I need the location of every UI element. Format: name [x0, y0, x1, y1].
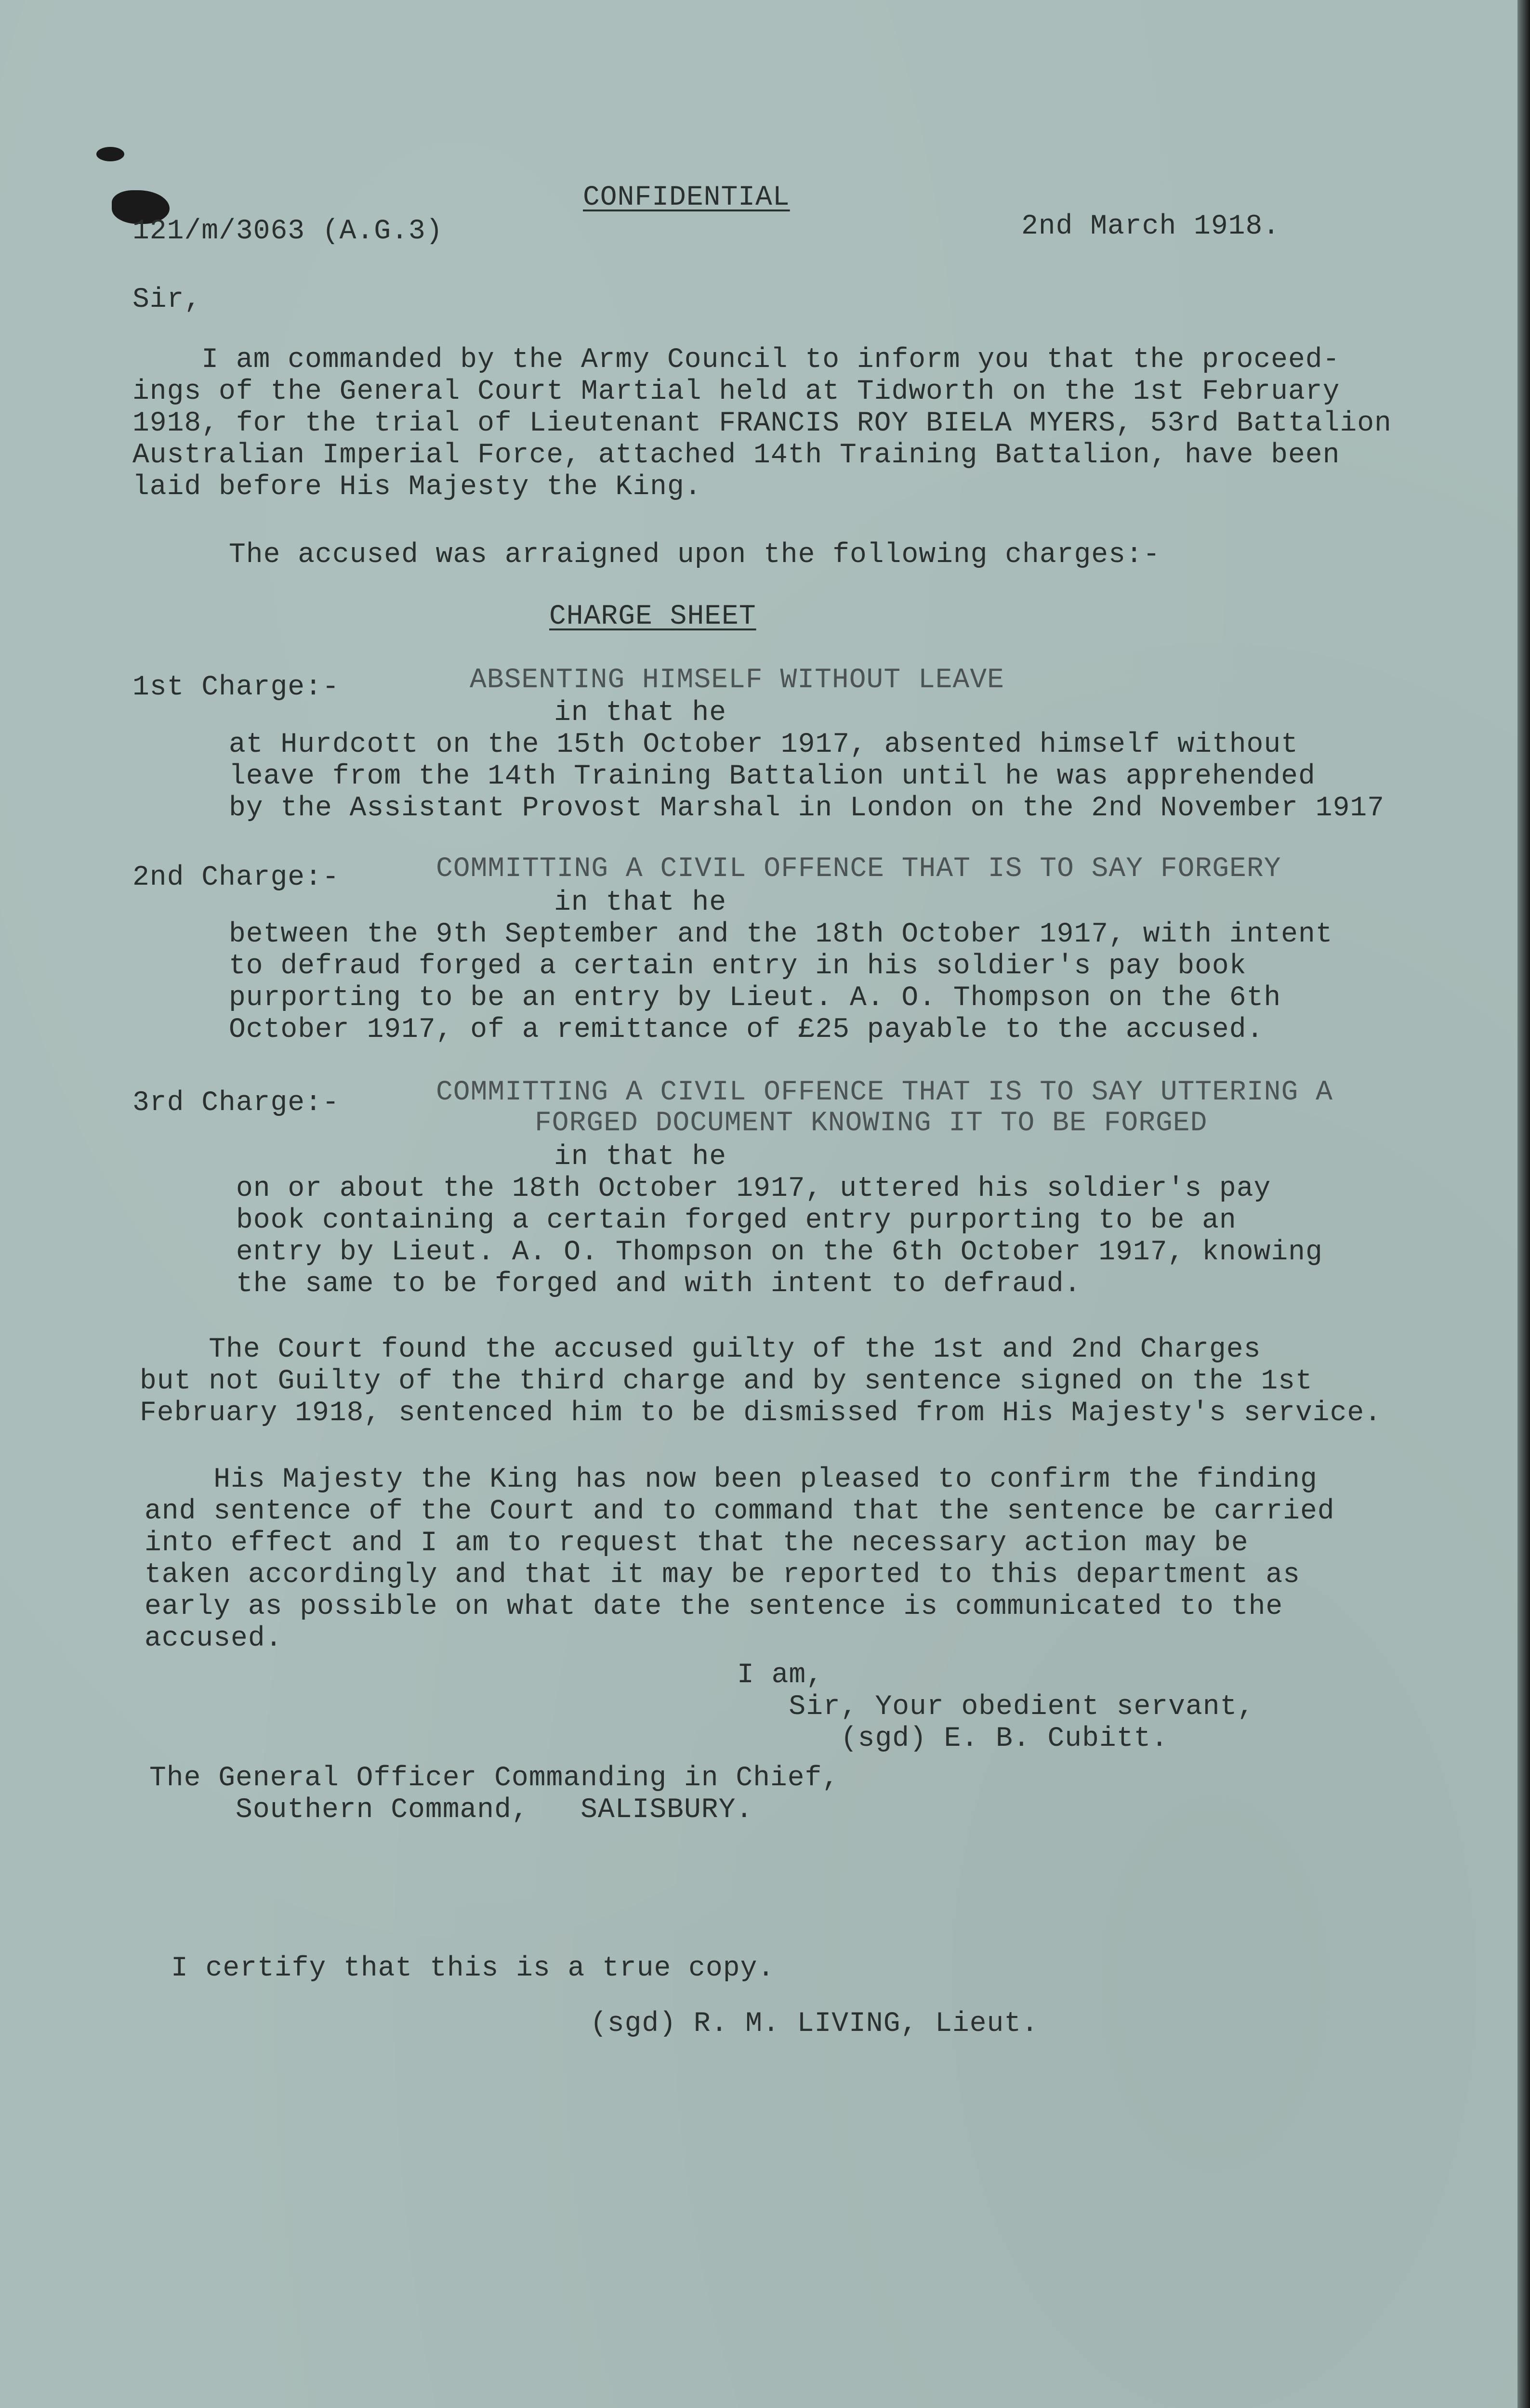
charge-in-that: in that he: [554, 887, 727, 918]
charge-body-line: on or about the 18th October 1917, uttered his soldier's pay: [236, 1173, 1271, 1204]
charge-label: 1st Charge:-: [132, 672, 340, 703]
ink-blot-mark: [96, 147, 124, 161]
salutation: Sir,: [132, 284, 202, 315]
charge-body-line: the same to be forged and with intent to defraud.: [236, 1269, 1082, 1300]
charge-body-line: October 1917, of a remittance of £25 payable to the accused.: [229, 1014, 1264, 1046]
charge-label: 2nd Charge:-: [132, 862, 340, 893]
confirmation-line: and sentence of the Court and to command that the sentence be carried: [145, 1496, 1335, 1527]
charge-body-line: entry by Lieut. A. O. Thompson on the 6th October 1917, knowing: [236, 1237, 1323, 1268]
charge-title: COMMITTING A CIVIL OFFENCE THAT IS TO SAY UTTERING A: [436, 1077, 1333, 1108]
charge-body-line: to defraud forged a certain entry in his soldier's pay book: [229, 951, 1247, 982]
charge-title: ABSENTING HIMSELF WITHOUT LEAVE: [470, 665, 1004, 696]
charge-in-that: in that he: [554, 697, 727, 729]
charge-body-line: leave from the 14th Training Battalion until he was apprehended: [229, 761, 1316, 792]
intro-line: I am commanded by the Army Council to inform you that the proceed-: [132, 344, 1340, 376]
document-heading: CONFIDENTIAL: [583, 182, 790, 213]
intro-line: ings of the General Court Martial held at Tidworth on the 1st February: [132, 376, 1340, 407]
reference-number: 121/m/3063 (A.G.3): [132, 216, 443, 247]
finding-line: but not Guilty of the third charge and by sentence signed on the 1st: [140, 1366, 1313, 1397]
charge-title: COMMITTING A CIVIL OFFENCE THAT IS TO SAY FORGERY: [436, 853, 1281, 885]
finding-line: February 1918, sentenced him to be dismissed from His Majesty's service.: [140, 1398, 1382, 1429]
closing-line: Sir, Your obedient servant,: [737, 1691, 1255, 1723]
charge-body-line: between the 9th September and the 18th October 1917, with intent: [229, 919, 1333, 950]
confirmation-line: His Majesty the King has now been pleased to confirm the finding: [145, 1464, 1318, 1495]
intro-line: 1918, for the trial of Lieutenant FRANCIS ROY BIELA MYERS, 53rd Battalion: [132, 408, 1392, 439]
addressee-line: Southern Command, SALISBURY.: [149, 1794, 753, 1826]
confirmation-line: into effect and I am to request that the necessary action may be: [145, 1528, 1249, 1559]
confirmation-line: early as possible on what date the sentence is communicated to the: [145, 1591, 1283, 1623]
intro-line: Australian Imperial Force, attached 14th Training Battalion, have been: [132, 440, 1340, 471]
charge-body-line: by the Assistant Provost Marshal in London on the 2nd November 1917: [229, 793, 1385, 824]
finding-line: The Court found the accused guilty of the 1st and 2nd Charges: [140, 1334, 1261, 1365]
charge-body-line: book containing a certain forged entry purporting to be an: [236, 1205, 1237, 1236]
charge-in-that: in that he: [554, 1141, 727, 1173]
certifier-signature: (sgd) R. M. LIVING, Lieut.: [590, 2008, 1039, 2040]
addressee-line: The General Officer Commanding in Chief,: [149, 1763, 840, 1794]
charge-title: FORGED DOCUMENT KNOWING IT TO BE FORGED: [535, 1108, 1208, 1139]
charge-label: 3rd Charge:-: [132, 1087, 340, 1119]
charge-body-line: at Hurdcott on the 15th October 1917, absented himself without: [229, 729, 1298, 760]
page-edge-shadow: [1517, 0, 1530, 2408]
charge-sheet-title: CHARGE SHEET: [549, 601, 756, 632]
intro-line: laid before His Majesty the King.: [132, 471, 702, 503]
closing-line: I am,: [737, 1660, 824, 1691]
arraigned-statement: The accused was arraigned upon the following charges:-: [229, 539, 1161, 571]
confirmation-line: taken accordingly and that it may be reported to this department as: [145, 1559, 1300, 1591]
certification-statement: I certify that this is a true copy.: [171, 1953, 775, 1984]
confirmation-line: accused.: [145, 1623, 283, 1654]
charge-body-line: purporting to be an entry by Lieut. A. O. Thompson on the 6th: [229, 982, 1281, 1014]
letter-date: 2nd March 1918.: [1021, 211, 1280, 242]
closing-signature: (sgd) E. B. Cubitt.: [737, 1723, 1169, 1754]
